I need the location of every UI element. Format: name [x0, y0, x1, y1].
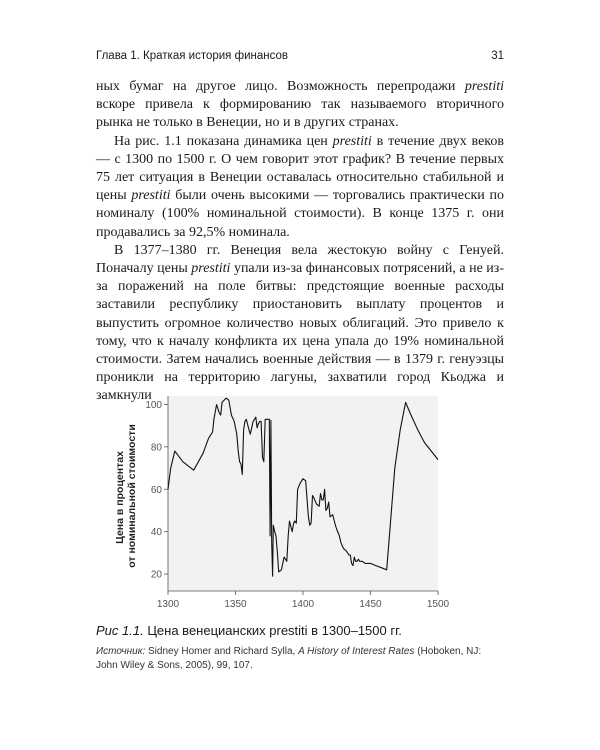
source-label: Источник: [96, 646, 146, 657]
text-run: в течение двух веков — с 1300 по 1500 г. О чем говорит этот график? В течение первых 75 лет ситуация в Венеции оставалась относительно стабильной и цены [96, 133, 504, 204]
figure-caption [96, 623, 504, 638]
text-run: На рис. 1.1 показана динамика цен [114, 133, 333, 149]
x-tick-label: 1400 [291, 599, 315, 610]
y-tick-label: 20 [150, 569, 162, 581]
body-text [96, 78, 504, 406]
figure-number: Рис 1.1. [96, 623, 144, 638]
text-run: prestiti [464, 79, 504, 94]
source-authors: Sidney Homer and Richard Sylla, [145, 646, 299, 657]
text-run: вскоре привела к формированию так называемого вторичного рынка не только в Венеции, но и в других странах. [96, 97, 504, 131]
text-run: ных бумаг на другое лицо. Возможность перепродажи [96, 79, 465, 94]
price-chart-svg [96, 388, 504, 618]
paragraph-1 [96, 78, 504, 133]
figure-caption-text: Цена венецианских prestiti в 1300–1500 гг. [143, 623, 402, 638]
text-run: были очень высокими — торговались практически по номиналу (100% номинальной стоимости). В конце 1375 г. они продавались за 92,5% номинала. [96, 188, 504, 240]
y-tick-label: 40 [150, 527, 162, 539]
y-tick-label: 60 [150, 484, 162, 496]
running-header [96, 50, 504, 66]
y-axis-title [114, 424, 138, 568]
text-run: prestiti [191, 261, 231, 277]
text-run: В 1377–1380 гг. Венеция вела жестокую войну с Генуей. Поначалу цены [96, 242, 504, 277]
plot-background [168, 396, 438, 591]
text-run: prestiti [332, 133, 372, 149]
page-number: 31 [491, 50, 504, 62]
chapter-title: Глава 1. Краткая история финансов [96, 50, 288, 62]
paragraph-2 [96, 133, 504, 242]
x-tick-label: 1450 [359, 599, 382, 610]
text-run: prestiti [131, 188, 171, 204]
y-axis-title-line-1: Цена в процентах [114, 451, 126, 544]
y-tick-label: 80 [150, 442, 162, 454]
x-tick-label: 1500 [426, 599, 450, 610]
figure-source [96, 645, 496, 673]
y-axis-title-line-2: от номинальной стоимости [126, 424, 138, 568]
paragraph-3 [96, 242, 504, 406]
y-tick-label: 100 [145, 399, 162, 411]
price-chart [96, 388, 504, 618]
text-run: упали из-за финансовых потрясений, а не из-за поражений на поле битвы: предстоящие военные расходы заставили республику приостановить выплату процентов и выпустить огромное количество новых облигаций. Это привело к тому, что к началу конфликта их цена упала до 19% номинальной стоимости. Затем начались военные действия — в 1379 г. генуэзцы проникли на территорию лагуны, захватили город Кьоджа и замкнули [96, 261, 504, 404]
source-details: (Hoboken, NJ: John Wiley & Sons, 2005), 99, 107. [96, 646, 482, 671]
x-tick-label: 1300 [156, 599, 180, 610]
source-book-title: A History of Interest Rates [298, 646, 415, 657]
x-tick-label: 1350 [224, 599, 247, 610]
